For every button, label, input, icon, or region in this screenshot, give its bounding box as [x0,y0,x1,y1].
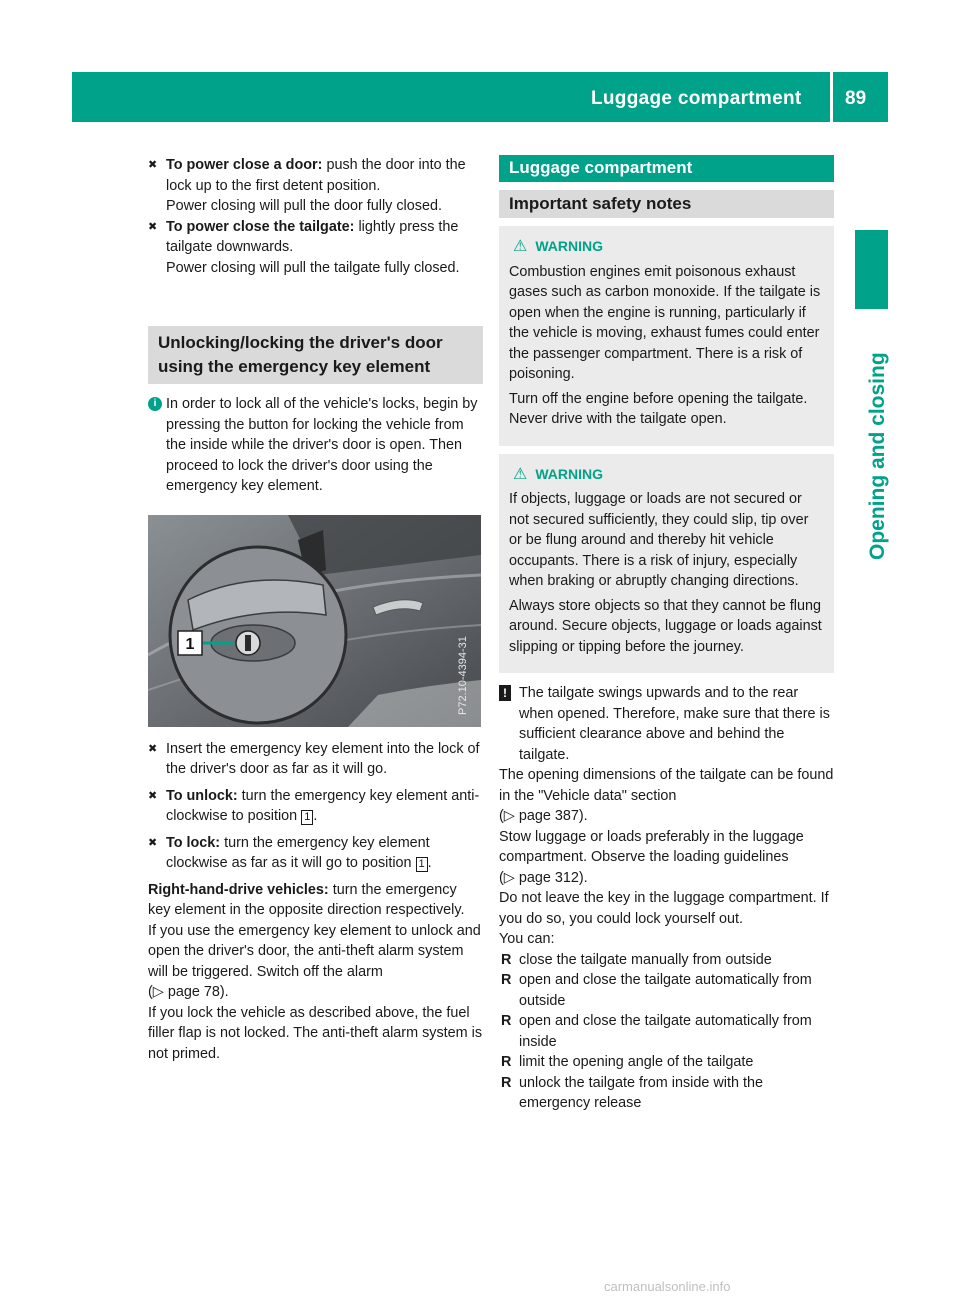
step-arrow-icon: ✖ [148,836,158,849]
warning-label: WARNING [535,465,604,482]
position-key-1: 1 [416,857,428,872]
info-text: In order to lock all of the vehicle's locks, begin by pressing the button for locking the vehicle from the inside while the driver's door is open. Then proceed to lock the driver's door using the emergency key element. [166,396,478,494]
section-heading-luggage: Luggage compartment [499,155,834,182]
rhd-text: turn the emergency key element in the opposite direction respectively. [148,881,465,918]
step-extra: Power closing will pull the tailgate fully closed. [166,259,460,276]
dimensions-paragraph [499,765,834,827]
step-end: . [427,855,432,871]
chapter-label: Opening and closing [866,352,889,560]
alarm-text: If you use the emergency key element to unlock and open the driver's door, the anti-theft alarm system will be triggered. Switch off the alarm [148,922,481,980]
warning-header [509,236,824,258]
door-handle-illustration [148,515,481,727]
step-unlock [148,786,483,827]
left-column [148,155,483,1064]
step-insert-key [148,739,483,780]
side-tab-marker [855,230,888,309]
step-power-close-door [148,155,483,217]
list-item [499,970,834,1011]
page-number: 89 [845,88,867,109]
you-can-label: You can: [499,931,555,947]
dimensions-text: The opening dimensions of the tailgate can be found in the "Vehicle data" section [499,767,834,804]
list-item [499,1073,834,1114]
step-text: lightly press the tailgate downwards. [166,218,459,255]
warning-text: Always store objects so that they cannot be flung around. Secure objects, luggage or loads against slipping or tipping before the journey. [509,597,822,655]
step-bold: To power close the tailgate: [166,218,355,235]
footer-watermark[interactable]: carmanualsonline.info [604,1279,731,1294]
step-arrow-icon: ✖ [148,220,158,233]
step-end: . [313,808,318,824]
fuel-flap-paragraph: If you lock the vehicle as described above, the fuel filler flap is not locked. The anti-theft alarm system is not primed. [148,1004,483,1062]
step-text: push the door into the lock up to the first detent position. [166,157,466,194]
list-item-text: open and close the tailgate automatically from outside [519,972,812,1009]
right-column [499,155,834,1114]
rhd-paragraph [148,880,483,921]
page-ref-link[interactable]: (▷ page 78). [148,984,229,1000]
page-ref-link[interactable]: (▷ page 387). [499,808,588,824]
step-arrow-icon: ✖ [148,789,158,802]
warning-box-loads [499,454,834,674]
warning-text: If objects, luggage or loads are not secured or not secured sufficiently, they could slip, tip over or be flung around and thereby hit vehicle occupants. There is a risk of injury, especially when braking or abruptly changing directions. [509,491,809,589]
warning-triangle-icon: ⚠ [513,238,528,255]
bullet-marker: R [501,951,512,968]
figure-code: P72.10-4394-31 [457,635,469,715]
step-lock [148,833,483,874]
list-item-text: close the tailgate manually from outside [519,951,772,968]
stow-text: Stow luggage or loads preferably in the luggage compartment. Observe the loading guidelines [499,828,804,865]
key-paragraph: Do not leave the key in the luggage compartment. If you do so, you could lock yourself out. [499,890,829,927]
bullet-marker: R [501,1054,512,1070]
warning-text: Combustion engines emit poisonous exhaust gases such as carbon monoxide. If the tailgate is open when the engine is running, particularly if the vehicle is moving, exhaust fumes could enter the passenger compartment. There is a risk of poisoning. [509,263,821,382]
position-key-1: 1 [301,810,313,825]
rhd-bold: Right-hand-drive vehicles: [148,881,329,898]
page-ref-link[interactable]: (▷ page 312). [499,869,588,886]
note-text: The tailgate swings upwards and to the rear when opened. Therefore, make sure that there is sufficient clearance above and behind the tailgate. [519,685,830,763]
warning-box-exhaust [499,226,834,446]
header-divider [830,72,833,122]
step-arrow-icon: ✖ [148,742,158,755]
step-extra: Power closing will pull the door fully closed. [166,198,442,214]
exclamation-icon: ! [499,685,511,701]
bullet-marker: R [501,1013,512,1029]
list-item [499,950,834,971]
info-note [148,394,483,497]
bullet-marker: R [501,1074,512,1091]
step-text: turn the emergency key element anti-clockwise to position [166,787,480,824]
section-heading-emergency-key: Unlocking/locking the driver's door using the emergency key element [148,326,483,384]
bullet-marker: R [501,972,512,988]
warning-label: WARNING [535,238,604,254]
info-icon: i [148,397,162,411]
step-text: Insert the emergency key element into the lock of the driver's door as far as it will go. [166,740,480,777]
list-item [499,1011,834,1052]
step-bold: To unlock: [166,787,238,804]
list-item-text: unlock the tailgate from inside with the emergency release [519,1074,763,1111]
door-handle-figure [148,515,481,727]
figure-callout-1: 1 [185,635,195,653]
warning-header [509,464,824,486]
step-power-close-tailgate [148,217,483,279]
section-heading-safety: Important safety notes [499,190,834,218]
step-bold: To power close a door: [166,157,323,173]
warning-text: Turn off the engine before opening the tailgate. Never drive with the tailgate open. [509,390,808,427]
stow-paragraph [499,827,834,889]
step-text: turn the emergency key element clockwise as far as it will go to position [166,834,430,871]
alarm-paragraph [148,921,483,1003]
list-item-text: open and close the tailgate automatically from inside [519,1013,812,1050]
note-tailgate-clearance [499,683,834,765]
step-arrow-icon: ✖ [148,159,158,171]
list-item [499,1052,834,1073]
list-item-text: limit the opening angle of the tailgate [519,1054,754,1070]
warning-triangle-icon: ⚠ [513,465,528,483]
step-bold: To lock: [166,834,221,851]
page-section-title: Luggage compartment [591,88,802,109]
